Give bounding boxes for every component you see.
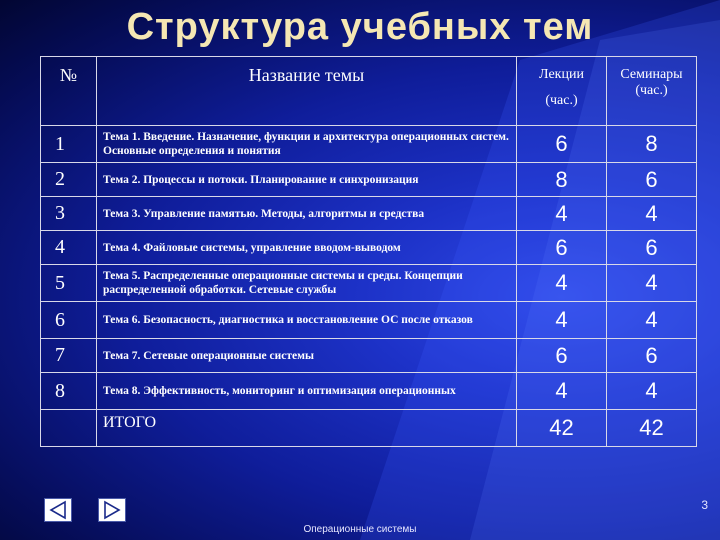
row-lectures: 6: [517, 126, 607, 163]
row-topic: Тема 8. Эффективность, мониторинг и оптимизация операционных: [97, 373, 517, 410]
row-seminars: 4: [607, 265, 697, 302]
row-seminars: 4: [607, 302, 697, 339]
row-lectures: 6: [517, 339, 607, 373]
row-lectures: 8: [517, 163, 607, 197]
row-seminars: 4: [607, 373, 697, 410]
header-lectures-unit: (час.): [545, 93, 578, 108]
table-row: [41, 302, 697, 339]
table-header-row: [41, 57, 697, 126]
header-lectures-label: Лекции: [539, 67, 584, 82]
row-seminars: 6: [607, 163, 697, 197]
row-number: 5: [41, 265, 97, 302]
row-seminars: 8: [607, 126, 697, 163]
topics-table: [40, 56, 697, 447]
row-seminars: 6: [607, 339, 697, 373]
row-seminars: 4: [607, 197, 697, 231]
row-topic: Тема 5. Распределенные операционные системы и среды. Концепции распределенной обработки. Сетевые службы: [97, 265, 517, 302]
total-label: ИТОГО: [97, 410, 517, 447]
row-number: 1: [41, 126, 97, 163]
footer-caption: Операционные системы: [303, 524, 417, 535]
row-topic: Тема 2. Процессы и потоки. Планирование и синхронизация: [97, 163, 517, 197]
next-slide-button[interactable]: [98, 498, 126, 522]
row-lectures: 4: [517, 265, 607, 302]
table-row: [41, 231, 697, 265]
table-row: [41, 339, 697, 373]
row-number: 3: [41, 197, 97, 231]
row-topic: Тема 4. Файловые системы, управление вводом-выводом: [97, 231, 517, 265]
row-number: 4: [41, 231, 97, 265]
header-lectures: [517, 57, 607, 126]
table-row: [41, 126, 697, 163]
row-seminars: 6: [607, 231, 697, 265]
row-topic: Тема 1. Введение. Назначение, функции и архитектура операционных систем. Основные определения и понятия: [97, 126, 517, 163]
row-number: 8: [41, 373, 97, 410]
row-topic: Тема 7. Сетевые операционные системы: [97, 339, 517, 373]
table-row: [41, 373, 697, 410]
page-title: Структура учебных тем: [126, 6, 594, 48]
total-empty-cell: [41, 410, 97, 447]
table-total-row: [41, 410, 697, 447]
header-number: №: [41, 57, 97, 126]
table-row: [41, 197, 697, 231]
triangle-right-icon: [99, 499, 125, 521]
header-topic-name: Название темы: [97, 57, 517, 126]
row-lectures: 6: [517, 231, 607, 265]
row-number: 6: [41, 302, 97, 339]
prev-slide-button[interactable]: [44, 498, 72, 522]
row-lectures: 4: [517, 197, 607, 231]
triangle-left-icon: [45, 499, 71, 521]
row-lectures: 4: [517, 302, 607, 339]
row-topic: Тема 6. Безопасность, диагностика и восстановление ОС после отказов: [97, 302, 517, 339]
row-topic: Тема 3. Управление памятью. Методы, алгоритмы и средства: [97, 197, 517, 231]
row-lectures: 4: [517, 373, 607, 410]
page-number: 3: [701, 498, 708, 512]
row-number: 7: [41, 339, 97, 373]
table-row: [41, 163, 697, 197]
total-seminars: 42: [607, 410, 697, 447]
header-seminars: Семинары (час.): [607, 57, 697, 126]
total-lectures: 42: [517, 410, 607, 447]
table-row: [41, 265, 697, 302]
row-number: 2: [41, 163, 97, 197]
